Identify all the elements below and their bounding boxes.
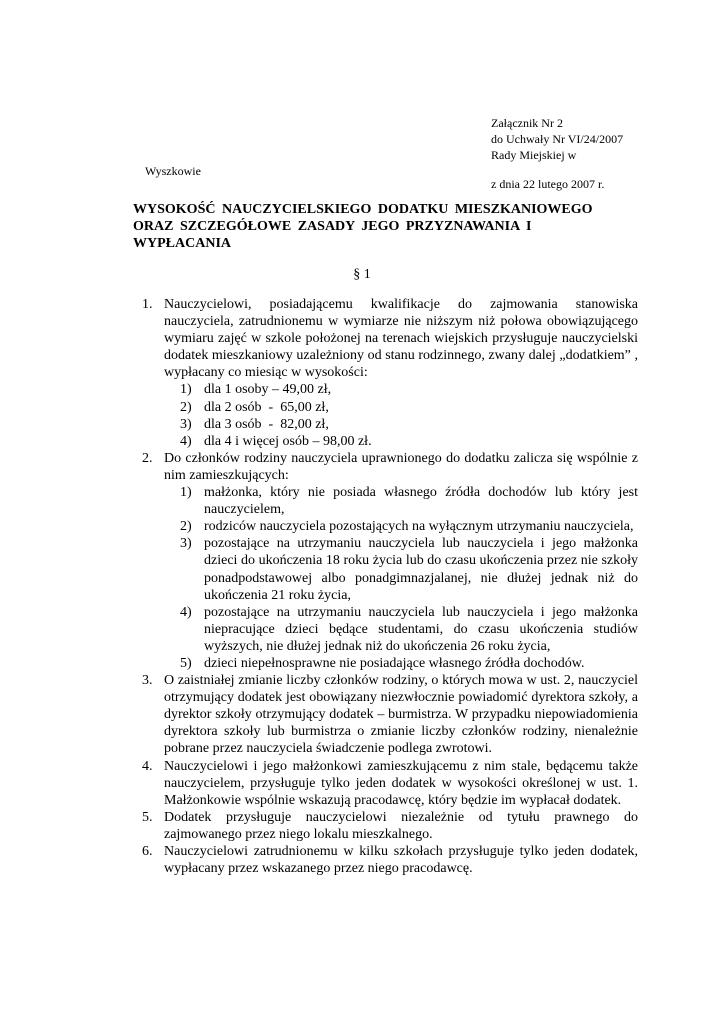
subitem-number: 3) <box>180 416 192 432</box>
list-item <box>138 809 638 843</box>
subitem <box>164 655 638 672</box>
subitem-text: rodziców nauczyciela pozostających na wyłącznym utrzymaniu nauczyciela, <box>204 519 634 535</box>
subitem <box>164 484 638 518</box>
subitem-text: dla 4 i więcej osób – 98,00 zł. <box>204 433 372 449</box>
attachment-line: Załącznik Nr 2 <box>491 116 563 130</box>
item-number: 2. <box>142 450 153 466</box>
title-line: WYPŁACANIA <box>133 236 231 251</box>
list-item <box>138 672 638 757</box>
item-number: 3. <box>142 673 153 689</box>
subitem-text: dla 2 osób - 65,00 zł, <box>204 399 329 415</box>
item-text: Dodatek przysługuje nauczycielowi niezależnie od tytułu prawnego do zajmowanego przez niego lokalu mieszkalnego. <box>164 809 638 842</box>
document-date: z dnia 22 lutego 2007 r. <box>491 177 605 191</box>
subitem-number: 1) <box>180 485 192 501</box>
subitem-number: 1) <box>180 382 192 398</box>
item-number: 4. <box>142 758 153 774</box>
section-marker: § 1 <box>353 267 371 282</box>
item-text: Nauczycielowi, posiadającemu kwalifikacje do zajmowania stanowiska nauczyciela, zatrudnionemu w wymiarze nie niższym niż połowa obowiązującego wymiaru zajęć w szkole położonej na terenach wiejskich przysługuje nauczycielski dodatek mieszkaniowy uzależniony od stanu rodzinnego, zwany dalej „dodatkiem” , wypłacany co miesiąc w wysokości: <box>164 297 638 381</box>
subitem-text: dla 3 osób - 82,00 zł, <box>204 416 329 432</box>
attachment-reference <box>491 115 623 163</box>
item-number: 1. <box>142 297 153 312</box>
subitem-text: dla 1 osoby – 49,00 zł, <box>204 382 332 398</box>
subitem-text: pozostające na utrzymaniu nauczyciela lub nauczyciela i jego małżonka dzieci do ukończenia 18 roku życia lub do czasu ukończenia przez nie szkoły ponadpodstawowej albo ponadgimnazjalanej, nie dłużej jednak niż do ukończenia 21 roku życia, <box>204 536 638 603</box>
list-item <box>138 758 638 809</box>
subitem-number: 4) <box>180 604 192 620</box>
subitem <box>164 381 638 398</box>
subitem <box>164 604 638 655</box>
item-number: 6. <box>142 844 153 859</box>
item-text: O zaistniałej zmianie liczby członków rodziny, o których mowa w ust. 2, nauczyciel otrzymujący dodatek jest obowiązany niezwłocznie powiadomić dyrektora szkoły, a dyrektor szkoły otrzymujący dodatek – burmistrza. W przypadku niepowiadomienia dyrektora szkoły lub burmistrza o zmianie liczby członków rodziny, nienależnie pobrane przez nauczyciela świadczenie podlega zwrotowi. <box>164 673 638 757</box>
list-item <box>138 296 638 450</box>
item-text: Nauczycielowi i jego małżonkowi zamieszkującemu z nim stale, będącemu także nauczycielem, przysługuje tylko jeden dodatek w wysokości określonej w ust. 1. Małżonkowie wspólnie wskazują pracodawcę, który będzie im wypłacał dodatek. <box>164 758 638 808</box>
attachment-line: Rady Miejskiej w <box>491 148 577 162</box>
item-number: 5. <box>142 809 153 825</box>
title-line: ORAZ SZCZEGÓŁOWE ZASADY JEGO PRZYZNAWANIA I <box>133 219 532 234</box>
item-text: Nauczycielowi zatrudnionemu w kilku szkołach przysługuje tylko jeden dodatek, wypłacany przez wskazanego przez niego pracodawcę. <box>164 844 638 877</box>
subitem-text: małżonka, który nie posiada własnego źródła dochodów lub który jest nauczycielem, <box>204 485 638 518</box>
list-item <box>138 843 638 877</box>
item-text: Do członków rodziny nauczyciela uprawnionego do dodatku zalicza się wspólnie z nim zamieszkujących: <box>164 450 638 483</box>
subitem <box>164 399 638 416</box>
subitem <box>164 433 638 450</box>
subitem-text: dzieci niepełnosprawne nie posiadające własnego źródła dochodów. <box>204 655 585 671</box>
subitem-number: 2) <box>180 399 192 415</box>
title-line: WYSOKOŚĆ NAUCZYCIELSKIEGO DODATKU MIESZKANIOWEGO <box>133 202 593 217</box>
location-text: Wyszkowie <box>145 164 201 178</box>
numbered-list <box>138 296 638 877</box>
document-title <box>133 201 623 252</box>
subitem-number: 5) <box>180 655 192 671</box>
subitem-number: 4) <box>180 433 192 449</box>
subitem-text: pozostające na utrzymaniu nauczyciela lub nauczyciela i jego małżonka niepracujące dzieci będące studentami, do czasu ukończenia studiów wyższych, nie dłużej jednak niż do ukończenia 26 roku życia, <box>204 604 638 654</box>
subitem <box>164 416 638 433</box>
subitem <box>164 518 638 535</box>
subitem-number: 3) <box>180 536 192 552</box>
subitem-number: 2) <box>180 519 192 535</box>
attachment-line: do Uchwały Nr VI/24/2007 <box>491 132 624 146</box>
subitem <box>164 535 638 603</box>
list-item <box>138 450 638 672</box>
